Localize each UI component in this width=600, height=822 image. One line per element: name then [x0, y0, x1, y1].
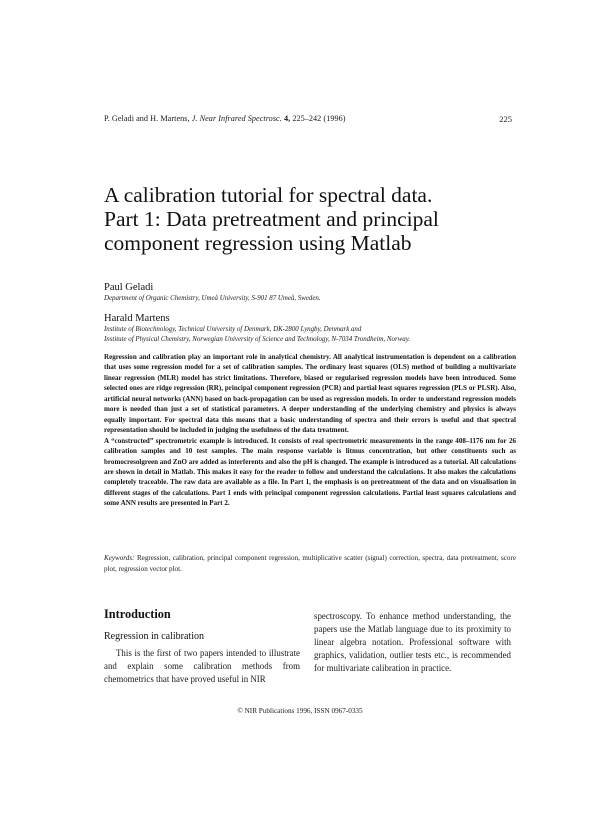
running-head-pages-year: 225–242 (1996) [292, 114, 346, 123]
title-line: Part 1: Data pretreatment and principal [104, 207, 439, 232]
body-paragraph: This is the first of two papers intended to illustrate and explain some calibration methods from chemometrics that have proved useful in NIR [104, 648, 300, 684]
running-head [104, 114, 346, 123]
author-affiliation: Institute of Physical Chemistry, Norwegian University of Science and Technology, N-7034 Trondheim, Norway. [104, 336, 411, 343]
running-head-authors: P. Geladi and H. Martens, [104, 114, 190, 123]
running-head-volume: 4, [283, 114, 291, 123]
abstract [104, 352, 516, 509]
keywords [104, 553, 516, 574]
copyright-footer: © NIR Publications 1996, ISSN 0967-0335 [237, 707, 363, 715]
author-name: Harald Martens [104, 313, 170, 324]
author-affiliation: Institute of Biotechnology, Technical University of Denmark, DK-2800 Lyngby, Denmark and [104, 326, 362, 333]
subsection-heading: Regression in calibration [104, 631, 204, 642]
abstract-paragraph: A “constructed” spectrometric example is introduced. It consists of real spectrometric measurements in the range 408–1176 nm for 26 calibration samples and 10 test samples. The main response variable is litmus concentration, but other constituents such as bromocresolgreen and ZnO are added as interferents and also the pH is changed. The example is introduced as a tutorial. All calculations are shown in detail in Matlab. This makes it easy for the reader to follow and understand the calculations. It also makes the calculations completely traceable. The raw data are available as a file. In Part 1, the emphasis is on pretreatment of the data and on visualisation in different stages of the calculations. Part 1 ends with principal component regression calculations. Partial least squares calculations and some ANN results are presented in Part 2. [104, 436, 516, 508]
author-affiliation: Department of Organic Chemistry, Umeå University, S-901 87 Umeå, Sweden. [104, 295, 321, 302]
keywords-text: Regression, calibration, principal component regression, multiplicative scatter (signal) correction, spectra, data pretreatment, score plot, regression vector plot. [104, 554, 516, 573]
keywords-label: Keywords: [104, 554, 135, 562]
left-column [104, 607, 300, 686]
page-number: 225 [499, 114, 512, 124]
section-heading-introduction: Introduction [104, 607, 171, 621]
paper-title [104, 183, 534, 256]
right-column [314, 610, 511, 675]
author-name: Paul Geladi [104, 282, 154, 293]
title-line: component regression using Matlab [104, 231, 412, 256]
title-line: A calibration tutorial for spectral data. [104, 183, 433, 207]
running-head-journal: J. Near Infrared Spectrosc. [191, 114, 282, 123]
abstract-paragraph: Regression and calibration play an important role in analytical chemistry. All analytical instrumentation is dependent on a calibration that uses some regression model for a set of calibration samples. The ordinary least squares (OLS) method of building a multivariate linear regression (MLR) model has strict limitations. Therefore, biased or regularised regression models have been introduced. Some selected ones are ridge regression (RR), principal component regression (PCR) and partial least squares regression (PLS or PLSR). Also, artificial neural networks (ANN) based on back-propagation can be used as regression models. In order to understand regression models more is needed than just a set of statistical parameters. A deeper understanding of the underlying chemistry and physics is always equally important. For spectral data this means that a basic understanding of spectra and their errors is useful and that spectral representation should be included in judging the usefulness of the data treatment. [104, 353, 516, 435]
body-paragraph: spectroscopy. To enhance method understanding, the papers use the Matlab language due to its proximity to linear algebra notation. Professional software with graphics, validation, outlier tests etc., is recommended for multivariate calibration in practice. [314, 611, 511, 673]
